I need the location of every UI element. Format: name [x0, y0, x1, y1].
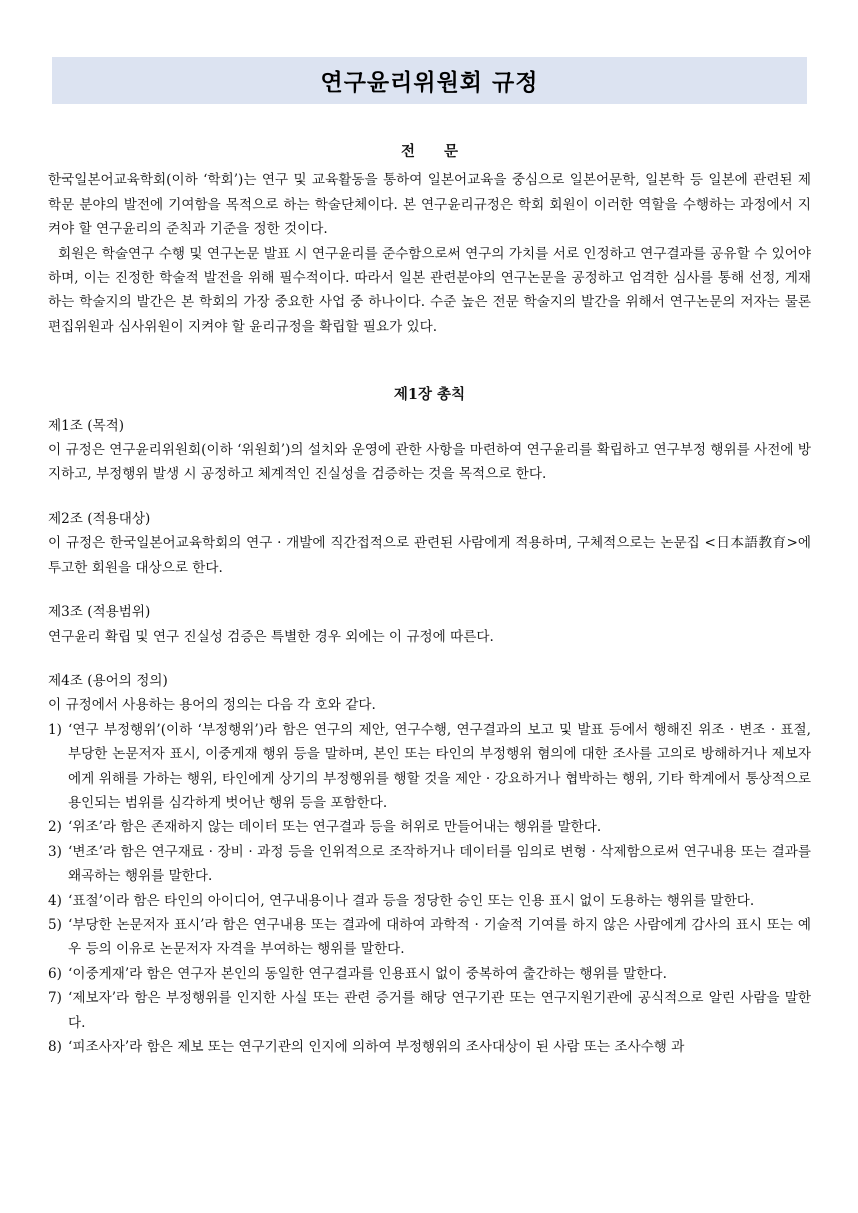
chapter-heading: 제1장 총칙 [393, 386, 466, 404]
list-item-number: 8) [48, 1039, 62, 1055]
article-4 [48, 669, 811, 1060]
article-2-body: 이 규정은 한국일본어교육학회의 연구 · 개발에 직간접적으로 관련된 사람에게 적용하며, 구체적으로는 논문집 <日本語教育>에 투고한 회원을 대상으로 한다. [48, 535, 811, 576]
preamble-paragraph-1: 한국일본어교육학회(이하 ‘학회’)는 연구 및 교육활동을 통하여 일본어교육을 중심으로 일본어문학, 일본학 등 일본에 관련된 제 학문 분야의 발전에 기여함을 목적으로 하는 학술단체이다. 본 연구윤리규정은 학회 회원이 이러한 역할을 수행하는 과정에서 지켜야 할 연구윤리의 준칙과 기준을 정한 것이다. [48, 172, 811, 238]
list-item-text: ‘위조’라 함은 존재하지 않는 데이터 또는 연구결과 등을 허위로 만들어내는 행위를 말한다. [68, 819, 602, 836]
article-2-title: 제2조 (적용대상) [48, 510, 151, 527]
article-1-body: 이 규정은 연구윤리위원회(이하 ‘위원회’)의 설치와 운영에 관한 사항을 마련하여 연구윤리를 확립하고 연구부정 행위를 사전에 방지하고, 부정행위 발생 시 공정하고 체계적인 진실성을 검증하는 것을 목적으로 한다. [48, 442, 811, 483]
list-item-text: ‘부당한 논문저자 표시’라 함은 연구내용 또는 결과에 대하여 과학적 · 기술적 기여를 하지 않은 사람에게 감사의 표시 또는 예우 등의 이유로 논문저자 자격을 부여하는 행위를 말한다. [68, 916, 811, 958]
list-item [48, 986, 811, 1035]
article-4-intro: 이 규정에서 사용하는 용어의 정의는 다음 각 호와 같다. [48, 697, 376, 714]
list-item-text: ‘제보자’라 함은 부정행위를 인지한 사실 또는 관련 증거를 해당 연구기관 또는 연구지원기관에 공식적으로 알린 사람을 말한다. [68, 990, 811, 1031]
list-item-text: ‘연구 부정행위’(이하 ‘부정행위’)라 함은 연구의 제안, 연구수행, 연구결과의 보고 및 발표 등에서 행해진 위조 · 변조 · 표절, 부당한 논문저자 표시, 이중게재 행위 등을 말하며, 본인 또는 타인의 부정행위 혐의에 대한 조사를 고의로 방해하거나 제보자에게 위해를 가하는 행위, 타인에게 상기의 부정행위를 행할 것을 제안 · 강요하거나 협박하는 행위, 기타 학계에서 통상적으로 용인되는 범위를 심각하게 벗어난 행위 등을 포함한다. [68, 721, 811, 811]
article-1-title: 제1조 (목적) [48, 417, 125, 434]
article-2 [48, 507, 811, 580]
list-item-text: ‘표절’이라 함은 타인의 아이디어, 연구내용이나 결과 등을 정당한 승인 또는 인용 표시 없이 도용하는 행위를 말한다. [68, 892, 755, 909]
document-body [48, 140, 811, 1059]
list-item-number: 7) [48, 990, 62, 1007]
title-banner [52, 57, 807, 104]
list-item-number: 3) [48, 843, 62, 860]
article-3-title: 제3조 (적용범위) [48, 604, 151, 621]
list-item [48, 962, 811, 986]
article-4-title: 제4조 (용어의 정의) [48, 672, 168, 689]
page-title: 연구윤리위원회 규정 [320, 70, 539, 96]
list-item [48, 1035, 811, 1059]
definition-list [48, 718, 811, 1060]
list-item-number: 1) [48, 721, 62, 738]
article-1 [48, 414, 811, 487]
article-3 [48, 600, 811, 649]
list-item-number: 2) [48, 819, 62, 836]
list-item-text: ‘변조’라 함은 연구재료 · 장비 · 과정 등을 인위적으로 조작하거나 데이터를 임의로 변형 · 삭제함으로써 연구내용 또는 결과를 왜곡하는 행위를 말한다. [68, 843, 811, 885]
chapter-1-section [48, 383, 811, 1059]
article-3-body: 연구윤리 확립 및 연구 진실성 검증은 특별한 경우 외에는 이 규정에 따른다. [48, 628, 494, 645]
list-item-number: 4) [48, 892, 62, 909]
preamble-paragraph-2: 회원은 학술연구 수행 및 연구논문 발표 시 연구윤리를 준수함으로써 연구의 가치를 서로 인정하고 연구결과를 공유할 수 있어야 하며, 이는 진정한 학술적 발전을 위해 필수적이다. 따라서 일본 관련분야의 연구논문을 공정하고 엄격한 심사를 통해 선정, 게재하는 학술지의 발간은 본 학회의 가장 중요한 사업 중 하나이다. 수준 높은 전문 학술지의 발간을 위해서 연구논문의 저자는 물론 편집위원과 심사위원이 지켜야 할 윤리규정을 확립할 필요가 있다. [48, 245, 811, 335]
list-item [48, 718, 811, 816]
list-item [48, 889, 811, 913]
list-item-number: 6) [48, 965, 62, 982]
list-item-text: ‘이중게재’라 함은 연구자 본인의 동일한 연구결과를 인용표시 없이 중복하여 출간하는 행위를 말한다. [68, 965, 667, 982]
list-item [48, 913, 811, 962]
list-item [48, 840, 811, 889]
list-item [48, 815, 811, 839]
list-item-number: 5) [48, 916, 62, 933]
preamble-section [48, 140, 811, 339]
list-item-text: ‘피조사자’라 함은 제보 또는 연구기관의 인지에 의하여 부정행위의 조사대상이 된 사람 또는 조사수행 과 [68, 1039, 685, 1055]
preamble-heading: 전 문 [400, 143, 471, 160]
